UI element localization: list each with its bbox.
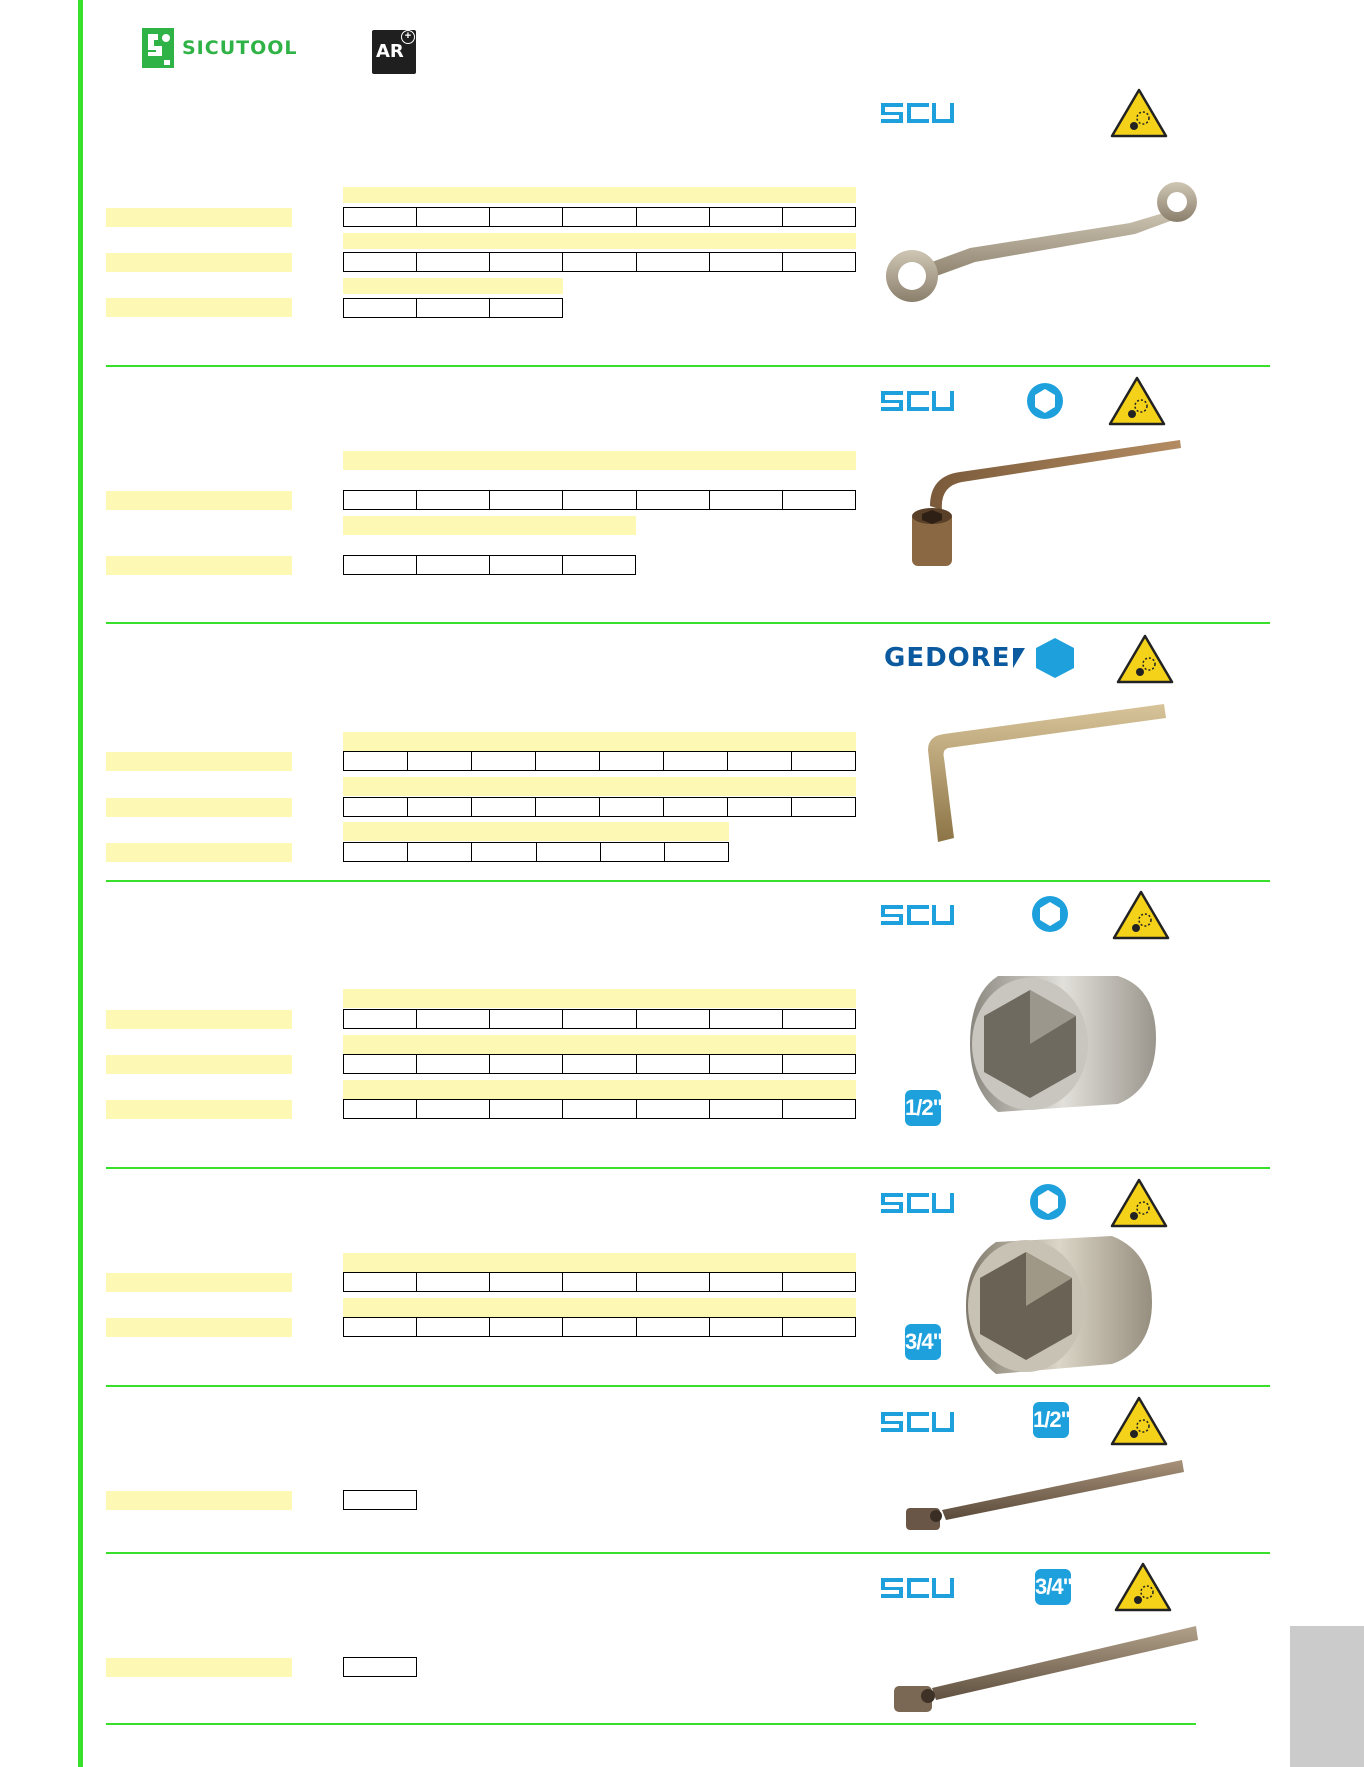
row-label-bar bbox=[106, 298, 292, 317]
size-header-bar bbox=[343, 187, 856, 203]
row-label-bar bbox=[106, 1055, 292, 1074]
l-socket-wrench-image bbox=[900, 436, 1190, 580]
drive-size-badge: 3/4" bbox=[905, 1324, 941, 1360]
size-header-bar bbox=[343, 1253, 856, 1272]
size-table-row bbox=[343, 207, 856, 227]
scu-logo bbox=[878, 1575, 958, 1601]
section-divider bbox=[106, 880, 1270, 882]
left-accent-bar bbox=[78, 0, 83, 1767]
size-header-bar bbox=[343, 1035, 856, 1054]
size-table-row bbox=[343, 1272, 856, 1292]
explosion-warning-icon bbox=[1110, 88, 1168, 138]
row-label-bar bbox=[106, 253, 292, 272]
explosion-warning-icon bbox=[1110, 1396, 1168, 1446]
section-divider bbox=[106, 1552, 1270, 1554]
sicutool-emblem-icon bbox=[142, 28, 174, 68]
section-divider bbox=[106, 622, 1270, 624]
hexagon-icon bbox=[1031, 895, 1069, 933]
row-label-bar bbox=[106, 1273, 292, 1292]
size-header-bar bbox=[343, 516, 636, 535]
drive-size-badge: 1/2" bbox=[1033, 1402, 1069, 1438]
scu-logo bbox=[878, 1409, 958, 1435]
row-label-bar bbox=[106, 752, 292, 771]
row-label-bar bbox=[106, 1658, 292, 1677]
size-header-bar bbox=[343, 1298, 856, 1317]
row-label-bar bbox=[106, 843, 292, 862]
size-table-row bbox=[343, 1054, 856, 1074]
size-table-row bbox=[343, 751, 856, 771]
hex-key-image bbox=[920, 700, 1170, 846]
ar-plus-icon: + bbox=[401, 30, 415, 44]
scu-logo bbox=[878, 902, 958, 928]
size-table-row bbox=[343, 298, 563, 318]
row-label-bar bbox=[106, 1010, 292, 1029]
offset-ring-wrench-image bbox=[880, 178, 1204, 306]
sicutool-logo bbox=[142, 28, 298, 68]
hexagon-icon bbox=[1026, 382, 1064, 420]
row-label-bar bbox=[106, 1491, 292, 1510]
size-header-bar bbox=[343, 451, 856, 470]
size-header-bar bbox=[343, 233, 856, 249]
size-header-bar bbox=[343, 732, 856, 751]
row-label-bar bbox=[106, 1100, 292, 1119]
size-table-row bbox=[343, 1009, 856, 1029]
socket-image bbox=[962, 1232, 1154, 1378]
scu-logo bbox=[878, 388, 958, 414]
size-table-row bbox=[343, 797, 856, 817]
hexagon-icon bbox=[1029, 1183, 1067, 1221]
size-table-row bbox=[343, 1490, 417, 1510]
page-side-tab bbox=[1290, 1626, 1364, 1767]
size-table-row bbox=[343, 1317, 856, 1337]
size-table-row bbox=[343, 1657, 417, 1677]
size-table-row bbox=[343, 490, 856, 510]
explosion-warning-icon bbox=[1116, 634, 1174, 684]
sicutool-brand-text: SICUTOOL bbox=[182, 37, 298, 59]
ar-badge-text: AR bbox=[376, 41, 404, 62]
section-divider bbox=[106, 1167, 1270, 1169]
size-table-row bbox=[343, 252, 856, 272]
section-divider bbox=[106, 1385, 1270, 1387]
hinged-handle-image bbox=[890, 1618, 1200, 1718]
row-label-bar bbox=[106, 491, 292, 510]
size-header-bar bbox=[343, 278, 563, 294]
drive-size-badge: 1/2" bbox=[905, 1090, 941, 1126]
hinged-handle-image bbox=[902, 1450, 1184, 1538]
explosion-warning-icon bbox=[1108, 376, 1166, 426]
ar-badge[interactable] bbox=[372, 30, 416, 74]
section-divider bbox=[106, 365, 1270, 367]
socket-image bbox=[968, 968, 1158, 1114]
gedore-logo bbox=[884, 643, 1025, 673]
explosion-warning-icon bbox=[1114, 1562, 1172, 1612]
row-label-bar bbox=[106, 1318, 292, 1337]
size-header-bar bbox=[343, 989, 856, 1008]
row-label-bar bbox=[106, 556, 292, 575]
hexagon-icon bbox=[1034, 636, 1076, 680]
section-divider bbox=[106, 1723, 1196, 1725]
size-header-bar bbox=[343, 1080, 856, 1099]
size-table-row bbox=[343, 1099, 856, 1119]
size-header-bar bbox=[343, 822, 729, 841]
gedore-flag-icon bbox=[1013, 648, 1025, 668]
scu-logo bbox=[878, 100, 958, 126]
size-table-row bbox=[343, 555, 636, 575]
row-label-bar bbox=[106, 208, 292, 227]
explosion-warning-icon bbox=[1110, 1178, 1168, 1228]
drive-size-badge: 3/4" bbox=[1035, 1569, 1071, 1605]
explosion-warning-icon bbox=[1112, 890, 1170, 940]
row-label-bar bbox=[106, 798, 292, 817]
scu-logo bbox=[878, 1190, 958, 1216]
size-header-bar bbox=[343, 777, 856, 796]
size-table-row bbox=[343, 842, 729, 862]
gedore-brand-text: GEDORE bbox=[884, 643, 1011, 673]
